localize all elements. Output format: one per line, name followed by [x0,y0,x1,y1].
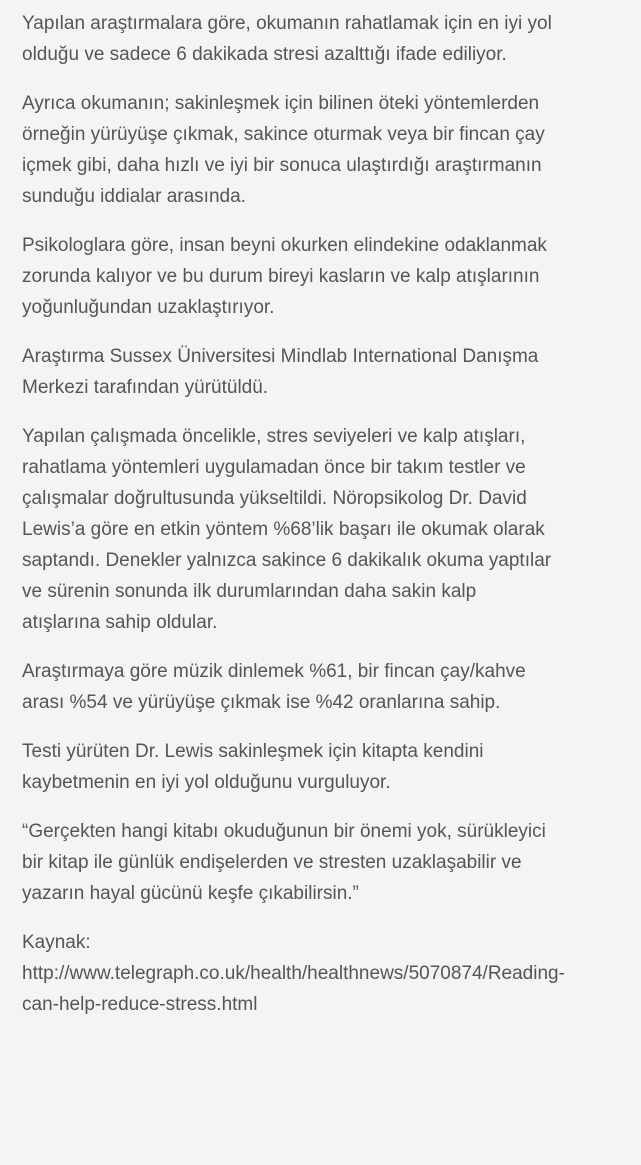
paragraph-quote: “Gerçekten hangi kitabı okuduğunun bir önemi yok, sürükleyici bir kitap ile günlük endişelerden ve stresten uzaklaşabilir ve yazarın hayal gücünü keşfe çıkabilirsin.” [22,821,546,904]
paragraph-dr-lewis: Testi yürüten Dr. Lewis sakinleşmek için kitapta kendini kaybetmenin en iyi yol olduğunu vurguluyor. [22,741,484,793]
paragraph-reading-vs-other-methods: Ayrıca okumanın; sakinleşmek için bilinen öteki yöntemlerden örneğin yürüyüşe çıkmak, sakince oturmak veya bir fincan çay içmek gibi, daha hızlı ve iyi bir sonuca ulaştırdığı araştırmanın sunduğu iddialar arasında. [22,93,545,207]
source-label: Kaynak: [22,932,91,953]
paragraph-psychologists: Psikologlara göre, insan beyni okurken elindekine odaklanmak zorunda kalıyor ve bu durum bireyi kasların ve kalp atışlarının yoğunluğundan uzaklaştırıyor. [22,235,547,318]
paragraph-method-percentages: Araştırmaya göre müzik dinlemek %61, bir fincan çay/kahve arası %54 ve yürüyüşe çıkmak ise %42 oranlarına sahip. [22,661,526,713]
paragraph-research-center: Araştırma Sussex Üniversitesi Mindlab International Danışma Merkezi tarafından yürütüldü. [22,346,539,398]
paragraph-reading-relaxation: Yapılan araştırmalara göre, okumanın rahatlamak için en iyi yol olduğu ve sadece 6 dakikada stresi azalttığı ifade ediliyor. [22,13,552,65]
paragraph-study-method: Yapılan çalışmada öncelikle, stres seviyeleri ve kalp atışları, rahatlama yöntemleri uygulamadan önce bir takım testler ve çalışmalar doğrultusunda yükseltildi. Nöropsikolog Dr. David Lewis’a göre en etkin yöntem %68’lik başarı ile okumak olarak saptandı. Denekler yalnızca sakince 6 dakikalık okuma yaptılar ve sürenin sonunda ilk durumlarından daha sakin kalp atışlarına sahip oldular. [22,426,552,633]
source-link[interactable]: http://www.telegraph.co.uk/health/healthnews/5070874/Reading- can-help-reduce-stress.html [22,963,565,1015]
